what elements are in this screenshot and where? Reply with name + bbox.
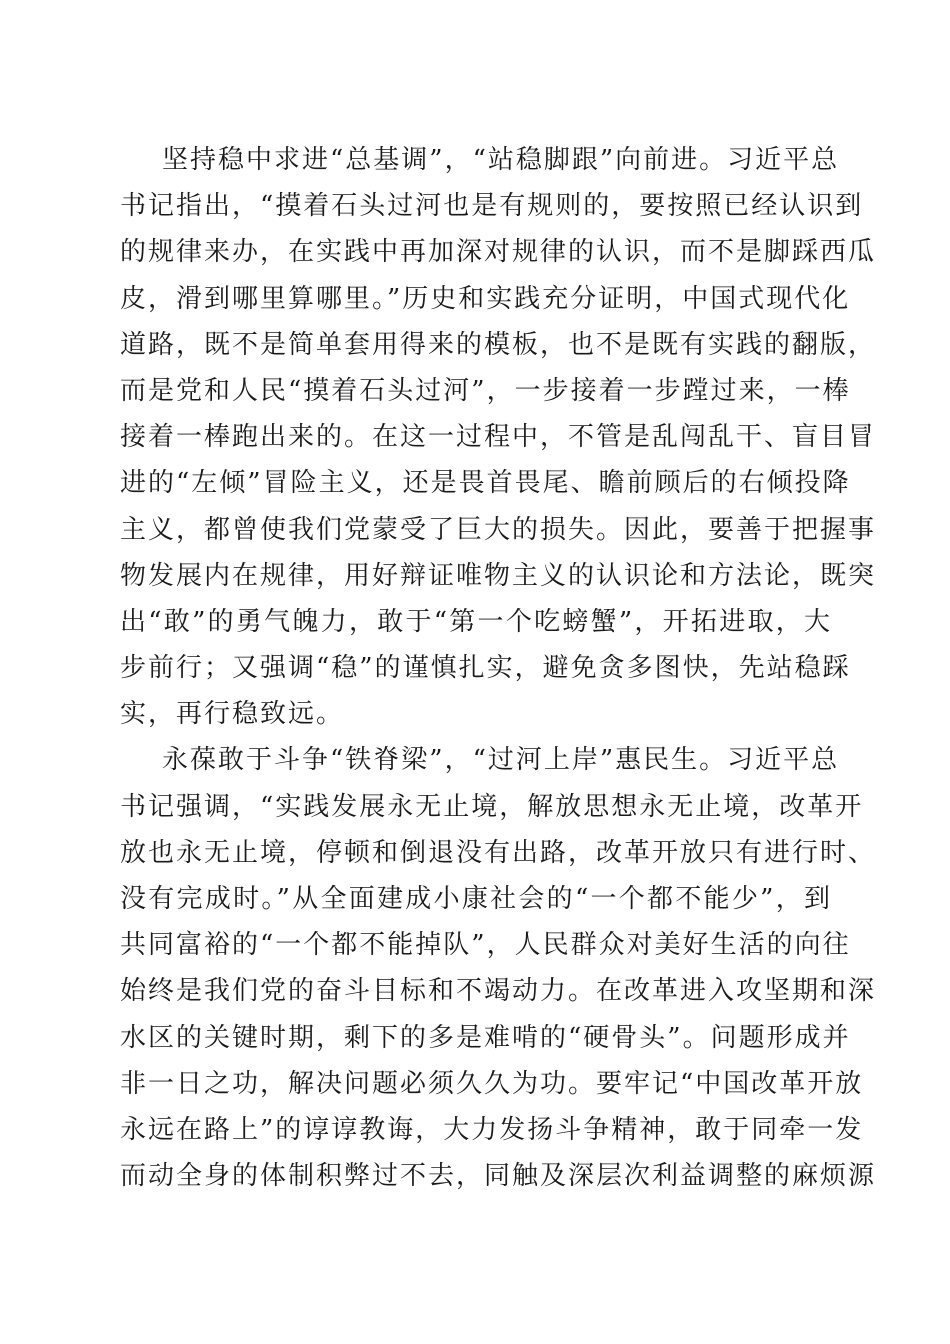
paragraph-2-line: 永远在路上”的谆谆教诲，大力发扬斗争精神，敢于同牵一发 [120, 1114, 864, 1145]
paragraph-2-line: 放也永无止境，停顿和倒退没有出路，改革开放只有进行时、 [120, 837, 877, 868]
paragraph-1-line: 坚持稳中求进“总基调”，“站稳脚跟”向前进。习近平总 [162, 145, 840, 175]
paragraph-2-line: 书记强调，“实践发展永无止境，解放思想永无止境，改革开 [120, 791, 864, 822]
paragraph-1-line: 进的“左倾”冒险主义，还是畏首畏尾、瞻前顾后的右倾投降 [120, 468, 851, 499]
paragraph-2-line: 非一日之功，解决问题必须久久为功。要牢记“中国改革开放 [120, 1068, 864, 1099]
paragraph-1-line: 道路，既不是简单套用得来的模板，也不是既有实践的翻版， [120, 329, 877, 360]
paragraph-1-line: 步前行；又强调“稳”的谨慎扎实，避免贪多图快，先站稳踩 [120, 653, 851, 684]
paragraph-2-line: 共同富裕的“一个都不能掉队”，人民群众对美好生活的向往 [120, 930, 851, 961]
paragraph-1-line: 接着一棒跑出来的。在这一过程中，不管是乱闯乱干、盲目冒 [120, 422, 877, 453]
paragraph-2-line: 始终是我们党的奋斗目标和不竭动力。在改革进入攻坚期和深 [120, 976, 877, 1007]
body-text [120, 137, 877, 1199]
paragraph-1-last-line: 实，再行稳致远。 [120, 699, 345, 730]
paragraph-2-line: 水区的关键时期，剩下的多是难啃的“硬骨头”。问题形成并 [120, 1022, 851, 1053]
paragraph-2-line: 而动全身的体制积弊过不去，同触及深层次利益调整的麻烦源 [120, 1161, 877, 1192]
paragraph-1-line: 出“敢”的勇气魄力，敢于“第一个吃螃蟹”，开拓进取，大 [120, 606, 832, 637]
paragraph-2-line: 永葆敢于斗争“铁脊梁”，“过河上岸”惠民生。习近平总 [162, 745, 840, 776]
paragraph-1-line: 的规律来办，在实践中再加深对规律的认识，而不是脚踩西瓜 [120, 237, 877, 268]
paragraph-1-line: 皮，滑到哪里算哪里。”历史和实践充分证明，中国式现代化 [120, 283, 851, 314]
paragraph-1-line: 而是党和人民“摸着石头过河”，一步接着一步蹚过来，一棒 [120, 375, 851, 406]
paragraph-1-line: 物发展内在规律，用好辩证唯物主义的认识论和方法论，既突 [120, 560, 877, 591]
paragraph-1-line: 书记指出，“摸着石头过河也是有规则的，要按照已经认识到 [120, 191, 864, 222]
paragraph-2-line: 没有完成时。”从全面建成小康社会的“一个都不能少”，到 [120, 884, 832, 914]
paragraph-1-line: 主义，都曾使我们党蒙受了巨大的损失。因此，要善于把握事 [120, 514, 877, 545]
